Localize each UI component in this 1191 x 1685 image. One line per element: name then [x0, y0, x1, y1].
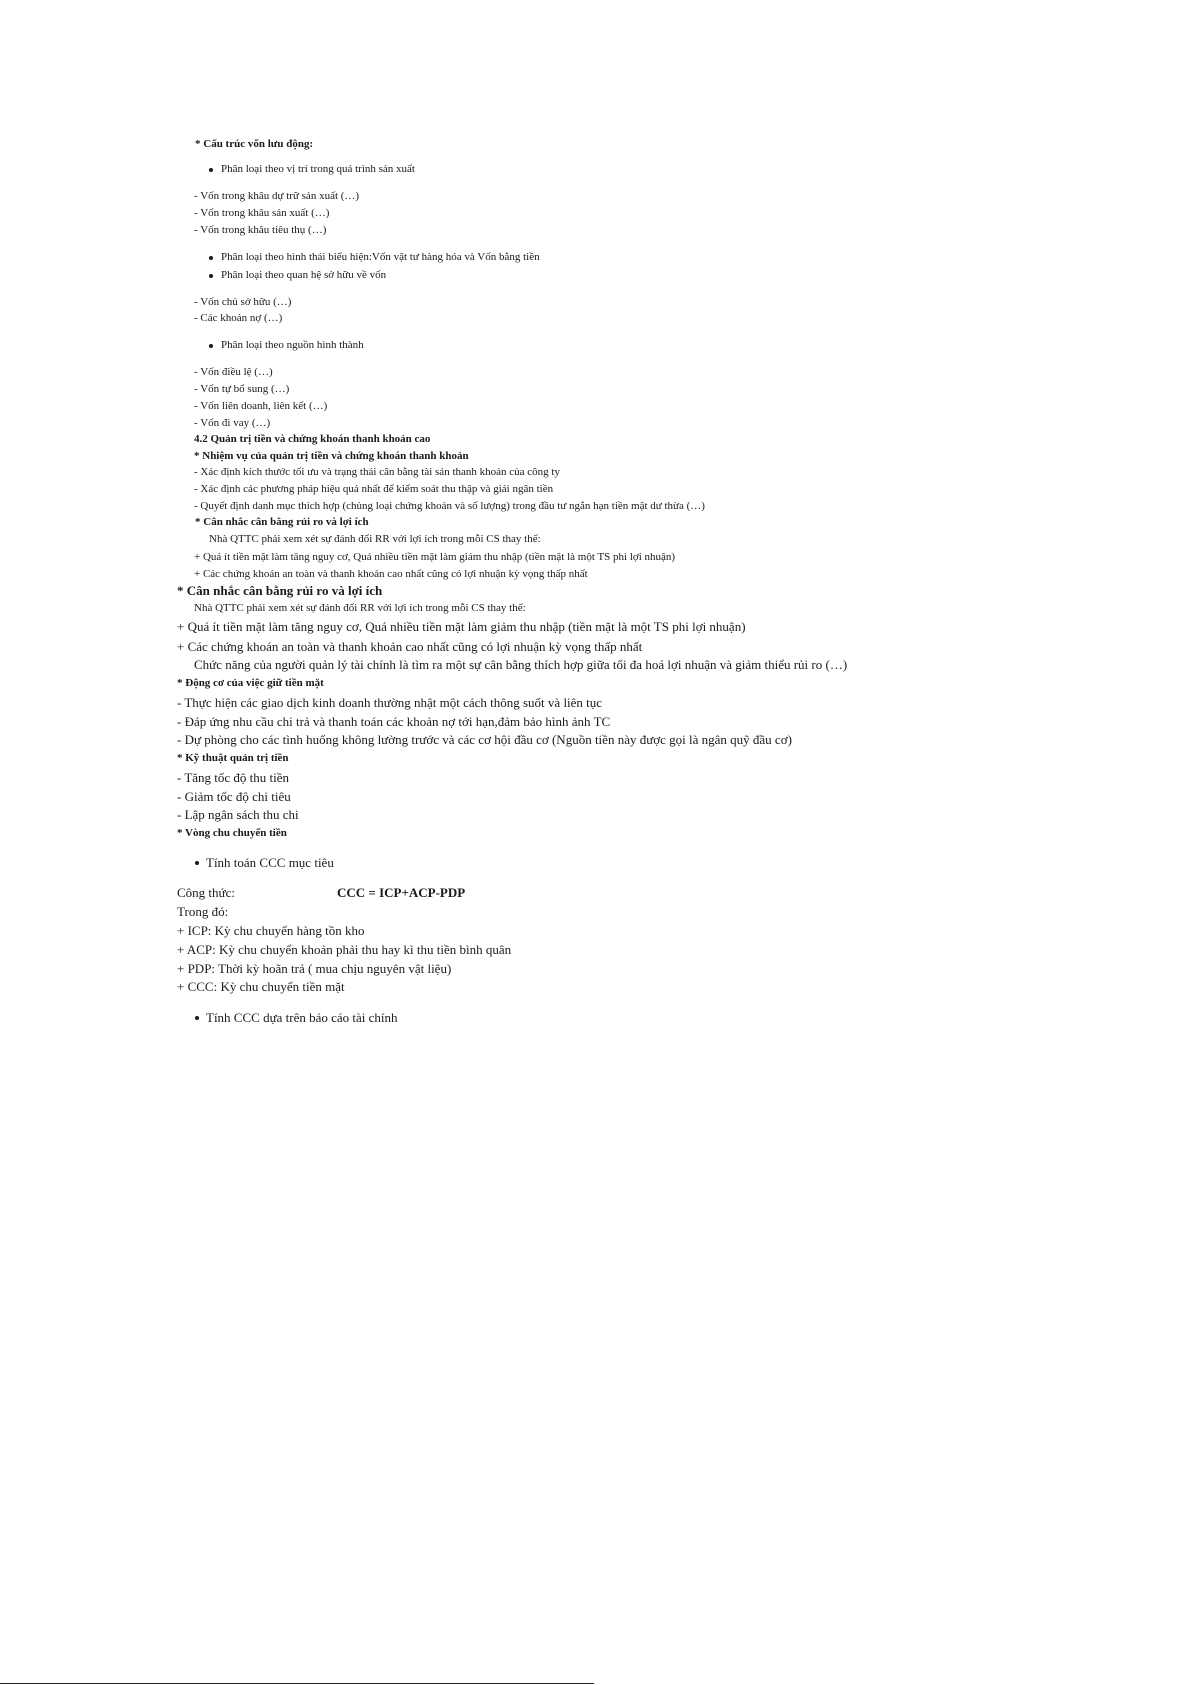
list-line: + ACP: Kỳ chu chuyển khoản phải thu hay kì thu tiền bình quân [177, 942, 512, 957]
bullet-text: Phân loại theo vị trí trong quá trình sản xuất [221, 163, 415, 175]
list-line: - Vốn trong khâu tiêu thụ (…) [194, 224, 327, 236]
subheading: * Vòng chu chuyển tiền [177, 827, 287, 839]
list-line: + Quá ít tiền mặt làm tăng nguy cơ, Quá nhiều tiền mặt làm giảm thu nhập (tiền mặt là một TS phi lợi nhuận) [194, 551, 676, 563]
bullet-text: Tính toán CCC mục tiêu [206, 855, 334, 870]
list-line: + Các chứng khoán an toàn và thanh khoản cao nhất cũng có lợi nhuận kỳ vọng thấp nhất [194, 568, 588, 580]
bullet-dot [209, 168, 213, 172]
heading-risk-balance: * Cân nhắc cân bằng rủi ro và lợi ích [177, 583, 383, 598]
bullet-dot [209, 344, 213, 348]
list-line: + PDP: Thời kỳ hoãn trả ( mua chịu nguyên vật liệu) [177, 961, 452, 976]
list-line: - Vốn tự bổ sung (…) [194, 383, 290, 395]
subheading: * Kỹ thuật quản trị tiền [177, 752, 289, 764]
list-line: - Đáp ứng nhu cầu chi trả và thanh toán các khoản nợ tới hạn,đảm bảo hình ảnh TC [177, 714, 611, 729]
list-line: - Vốn trong khâu dự trữ sản xuất (…) [194, 190, 360, 202]
subheading: * Động cơ của việc giữ tiền mặt [177, 677, 324, 689]
paragraph-line: Nhà QTTC phải xem xét sự đánh đổi RR với lợi ích trong mỗi CS thay thế: [194, 602, 526, 614]
list-line: - Lập ngân sách thu chi [177, 807, 299, 822]
list-line: + ICP: Kỳ chu chuyển hàng tồn kho [177, 923, 365, 938]
bullet-dot [195, 1016, 199, 1020]
list-line: - Quyết định danh mục thích hợp (chủng loại chứng khoán và số lượng) trong đầu tư ngắn hạn tiền mặt dư thừa (…) [194, 500, 705, 512]
formula: CCC = ICP+ACP-PDP [337, 885, 466, 900]
list-line: - Vốn đi vay (…) [194, 417, 271, 429]
formula-label: Công thức: [177, 885, 235, 900]
list-line: - Vốn liên doanh, liên kết (…) [194, 400, 328, 412]
list-line: + Quá ít tiền mặt làm tăng nguy cơ, Quá nhiều tiền mặt làm giảm thu nhập (tiền mặt là một TS phi lợi nhuận) [177, 619, 746, 634]
paragraph-line: Trong đó: [177, 904, 229, 919]
list-line: - Vốn trong khâu sản xuất (…) [194, 207, 330, 219]
bullet-text: Phân loại theo hình thái biểu hiện:Vốn vật tư hàng hóa và Vốn bằng tiền [221, 251, 540, 263]
subheading: * Cân nhắc cân bằng rủi ro và lợi ích [195, 516, 369, 528]
heading-working-capital: * Cấu trúc vốn lưu động: [195, 138, 314, 150]
bottom-rule [0, 1683, 594, 1684]
paragraph-line: Chức năng của người quản lý tài chính là tìm ra một sự cân bằng thích hợp giữa tối đa hoá lợi nhuận và giảm thiểu rủi ro (…) [194, 657, 848, 672]
list-line: - Thực hiện các giao dịch kinh doanh thường nhật một cách thông suốt và liên tục [177, 695, 603, 710]
list-line: - Vốn chủ sở hữu (…) [194, 296, 292, 308]
list-line: - Các khoản nợ (…) [194, 312, 283, 324]
list-line: + CCC: Kỳ chu chuyển tiền mặt [177, 979, 345, 994]
bullet-dot [209, 274, 213, 278]
list-line: - Vốn điều lệ (…) [194, 366, 273, 378]
list-line: - Giảm tốc độ chi tiêu [177, 789, 291, 804]
heading-cash-management: 4.2 Quản trị tiền và chứng khoán thanh khoản cao [194, 433, 431, 445]
list-line: + Các chứng khoán an toàn và thanh khoản cao nhất cũng có lợi nhuận kỳ vọng thấp nhất [177, 639, 643, 654]
list-line: - Xác định các phương pháp hiệu quả nhất để kiểm soát thu thập và giải ngân tiền [194, 483, 554, 495]
bullet-dot [209, 256, 213, 260]
list-line: - Dự phòng cho các tình huống không lường trước và các cơ hội đầu cơ (Nguồn tiền này được gọi là ngân quỹ đầu cơ) [177, 732, 792, 747]
bullet-text: Phân loại theo nguồn hình thành [221, 339, 364, 351]
bullet-text: Tính CCC dựa trên báo cáo tài chính [206, 1010, 398, 1025]
subheading: * Nhiệm vụ của quản trị tiền và chứng khoán thanh khoản [194, 450, 469, 462]
list-line: - Tăng tốc độ thu tiền [177, 770, 290, 785]
bullet-text: Phân loại theo quan hệ sở hữu về vốn [221, 269, 387, 281]
paragraph-line: Nhà QTTC phải xem xét sự đánh đổi RR với lợi ích trong mỗi CS thay thế: [209, 533, 541, 545]
list-line: - Xác định kích thước tối ưu và trạng thái cân bằng tài sản thanh khoản của công ty [194, 466, 560, 478]
bullet-dot [195, 861, 199, 865]
